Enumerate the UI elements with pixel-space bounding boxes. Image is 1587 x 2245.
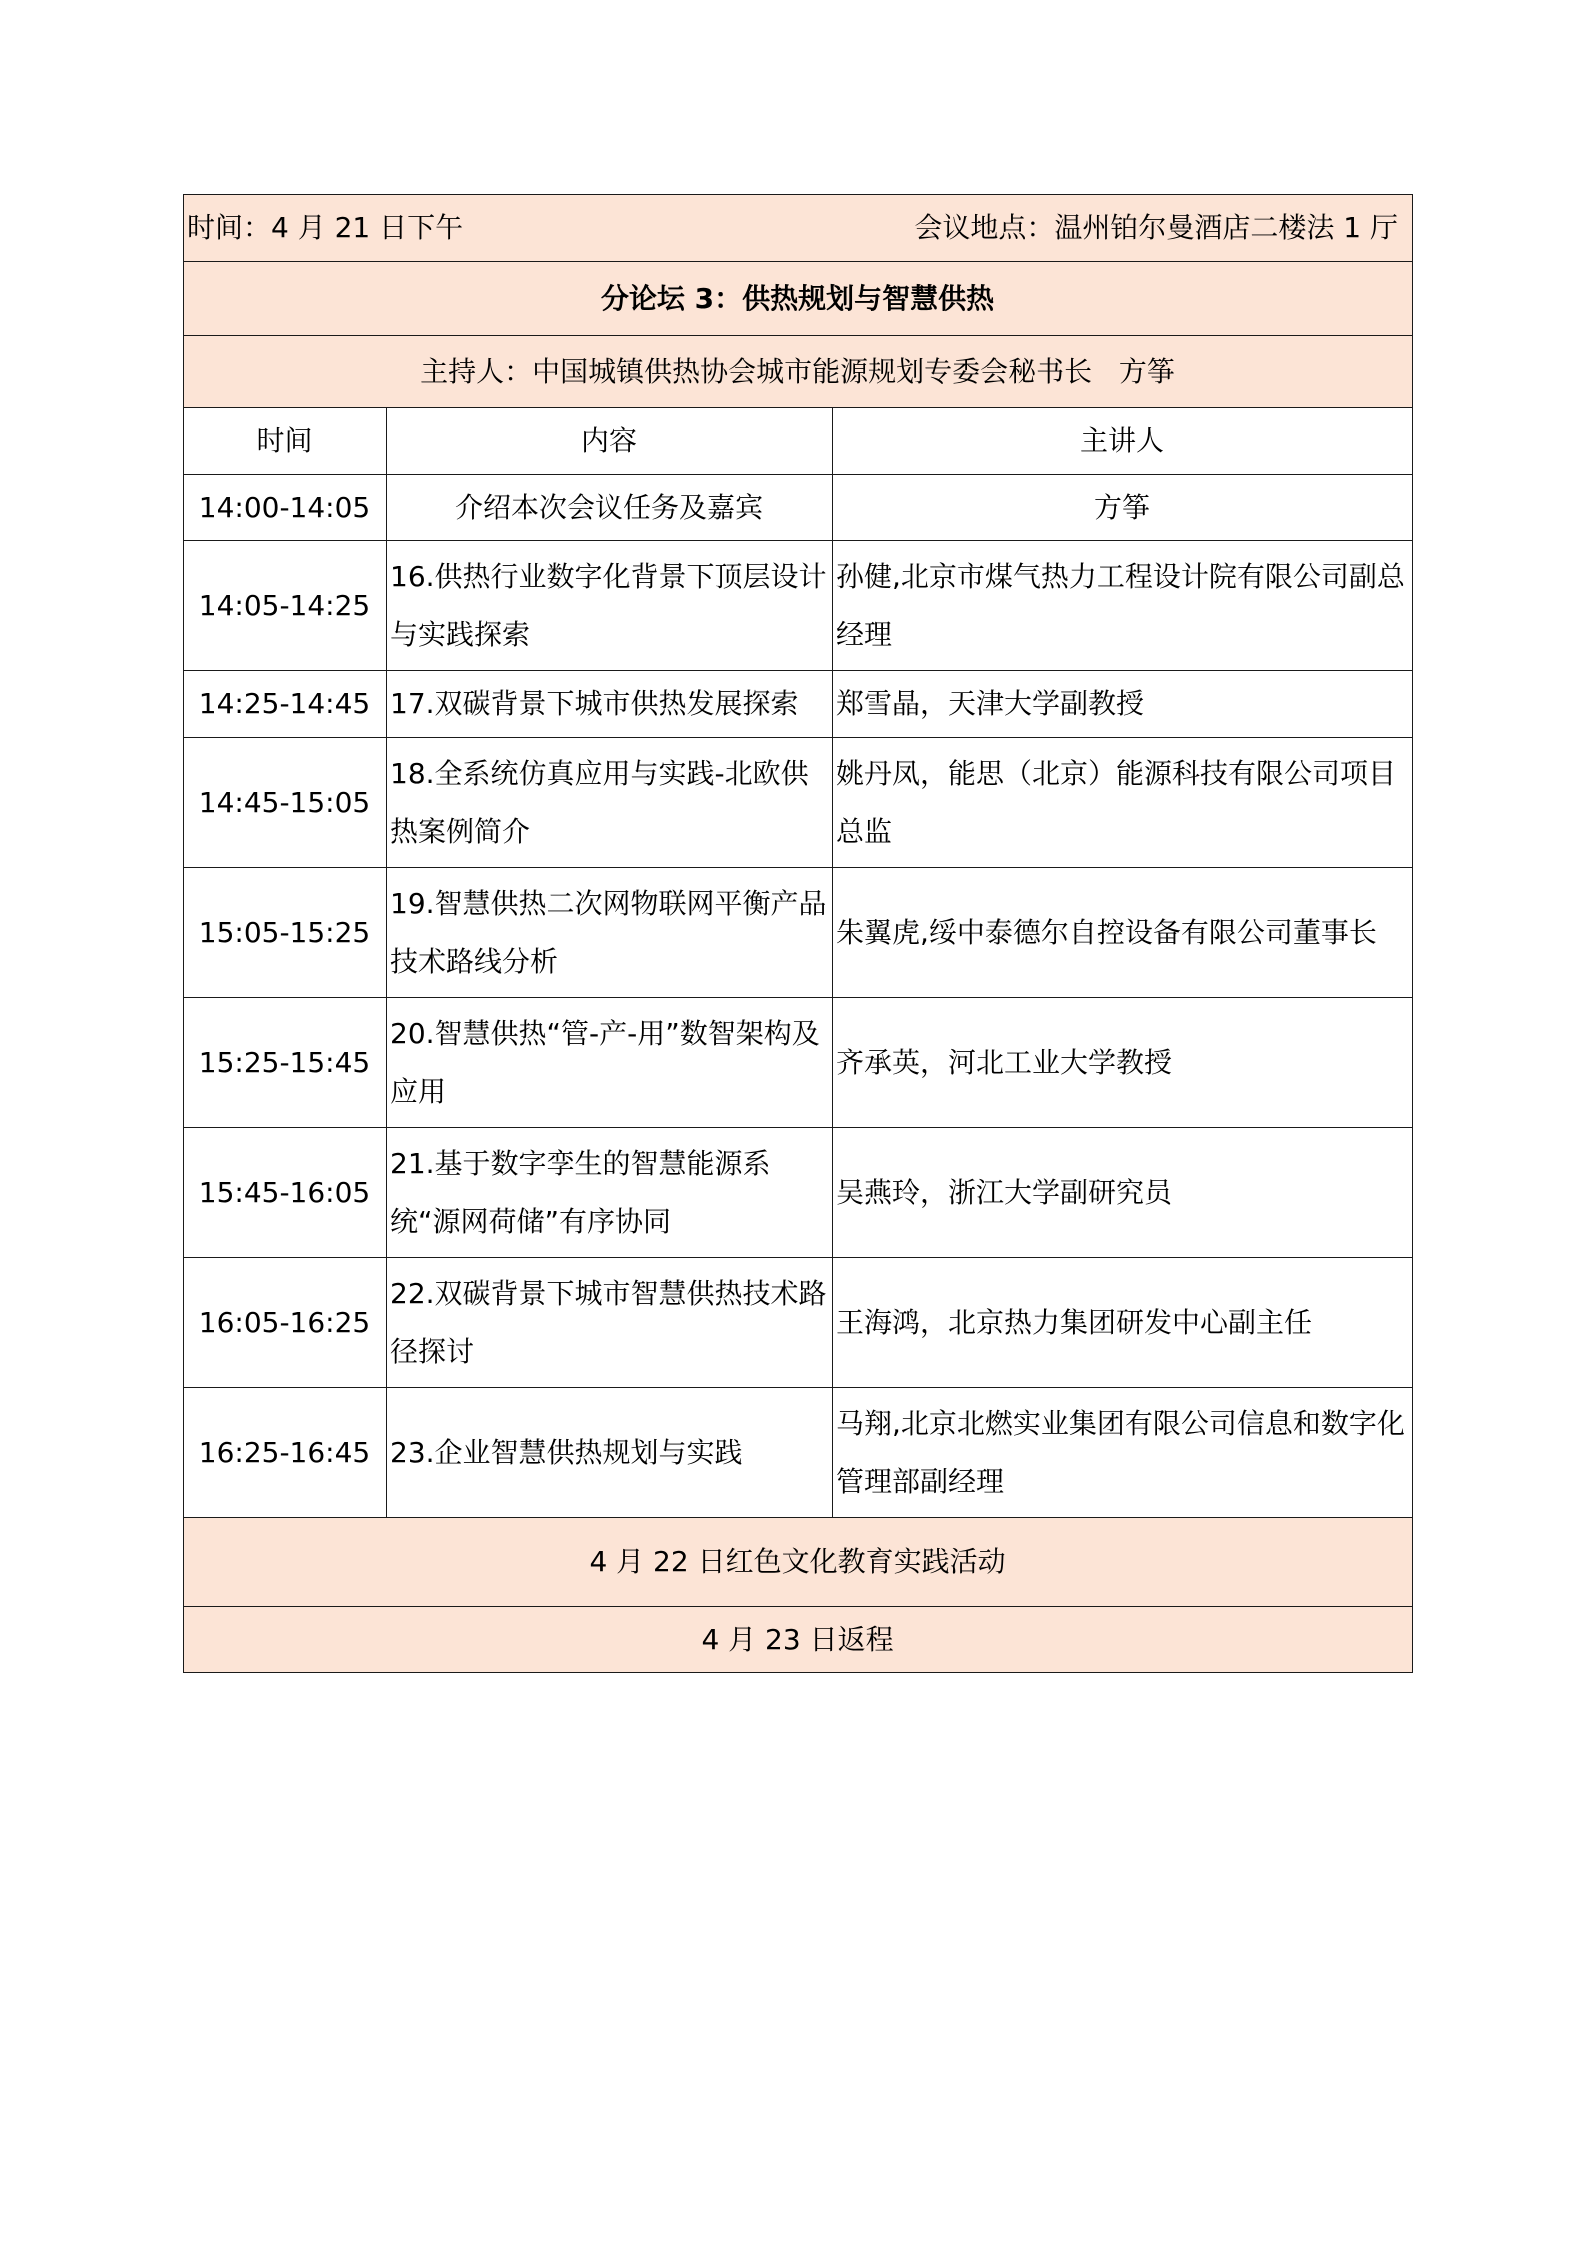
session-row [184,1258,1413,1388]
forum-title-row [184,262,1413,336]
session-topic: 16.供热行业数字化背景下顶层设计与实践探索 [387,541,833,671]
forum-title: 分论坛 3：供热规划与智慧供热 [184,262,1413,336]
session-topic: 介绍本次会议任务及嘉宾 [387,475,833,541]
session-speaker: 郑雪晶，天津大学副教授 [833,671,1413,738]
day2-activity: 4 月 22 日红色文化教育实践活动 [184,1518,1413,1607]
session-speaker: 朱翼虎,绥中泰德尔自控设备有限公司董事长 [833,868,1413,998]
session-time: 14:00-14:05 [184,475,387,541]
session-speaker: 孙健,北京市煤气热力工程设计院有限公司副总经理 [833,541,1413,671]
session-row [184,868,1413,998]
session-topic: 17.双碳背景下城市供热发展探索 [387,671,833,738]
session-time: 14:45-15:05 [184,738,387,868]
host: 主持人：中国城镇供热协会城市能源规划专委会秘书长 方筝 [184,336,1413,408]
session-time: 15:05-15:25 [184,868,387,998]
session-speaker: 马翔,北京北燃实业集团有限公司信息和数字化管理部副经理 [833,1388,1413,1518]
venue: 会议地点：温州铂尔曼酒店二楼法 1 厅 [914,211,1399,244]
session-time: 15:25-15:45 [184,998,387,1128]
day3-return: 4 月 23 日返程 [184,1607,1413,1673]
session-topic: 21.基于数字孪生的智慧能源系统“源网荷储”有序协同 [387,1128,833,1258]
column-header-row [184,408,1413,475]
session-row [184,1128,1413,1258]
meta-cell [184,195,1413,262]
session-speaker: 王海鸿，北京热力集团研发中心副主任 [833,1258,1413,1388]
host-row [184,336,1413,408]
column-header-speaker: 主讲人 [833,408,1413,475]
footer-row-day2 [184,1518,1413,1607]
session-time: 14:05-14:25 [184,541,387,671]
session-time: 16:25-16:45 [184,1388,387,1518]
session-time: 15:45-16:05 [184,1128,387,1258]
session-topic: 18.全系统仿真应用与实践-北欧供热案例简介 [387,738,833,868]
session-time: 14:25-14:45 [184,671,387,738]
session-row [184,541,1413,671]
agenda-table [183,194,1413,1673]
session-row [184,671,1413,738]
session-speaker: 方筝 [833,475,1413,541]
session-row [184,738,1413,868]
session-row [184,998,1413,1128]
session-topic: 22.双碳背景下城市智慧供热技术路径探讨 [387,1258,833,1388]
session-topic: 23.企业智慧供热规划与实践 [387,1388,833,1518]
column-header-time: 时间 [184,408,387,475]
session-speaker: 姚丹凤，能思（北京）能源科技有限公司项目总监 [833,738,1413,868]
session-time: 16:05-16:25 [184,1258,387,1388]
session-row [184,1388,1413,1518]
footer-row-day3 [184,1607,1413,1673]
session-topic: 19.智慧供热二次网物联网平衡产品技术路线分析 [387,868,833,998]
session-speaker: 齐承英，河北工业大学教授 [833,998,1413,1128]
session-speaker: 吴燕玲，浙江大学副研究员 [833,1128,1413,1258]
session-row [184,475,1413,541]
meta-row [184,195,1413,262]
session-topic: 20.智慧供热“管-产-用”数智架构及应用 [387,998,833,1128]
column-header-content: 内容 [387,408,833,475]
session-date: 时间：4 月 21 日下午 [187,211,464,244]
